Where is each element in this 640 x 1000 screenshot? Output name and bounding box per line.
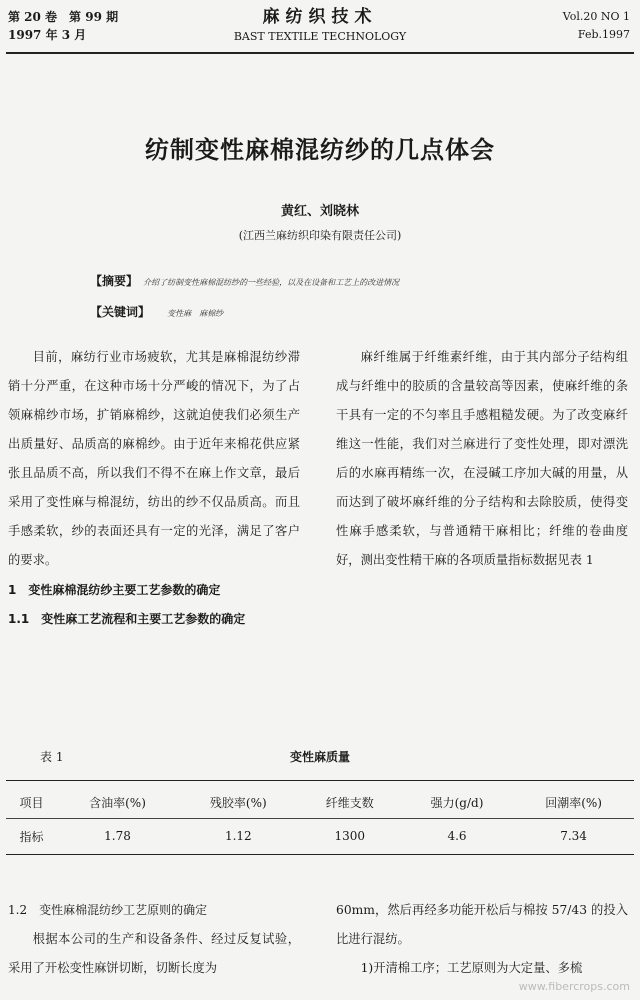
journal-name-cn: 麻纺织技术 — [262, 7, 378, 27]
opening-process-line: 1)开清棉工序；工艺原则为大定量、多梳 — [360, 961, 583, 975]
journal-name-en: BAST TEXTILE TECHNOLOGY — [233, 30, 407, 43]
table-cell: 1.78 — [104, 829, 131, 843]
section-1-heading: 1 变性麻棉混纺纱主要工艺参数的确定 — [8, 583, 221, 597]
table-header-cell: 强力(g/d) — [430, 795, 484, 810]
table-cell: 1300 — [334, 829, 366, 843]
table-header-cell: 纤维支数 — [325, 795, 374, 810]
table-header-cell: 回潮率(%) — [545, 795, 602, 810]
publication-date: 1997 年 3 月 — [8, 28, 87, 42]
bottom-right-column — [336, 896, 628, 983]
section-1-1-heading: 1.1 变性麻工艺流程和主要工艺参数的确定 — [8, 612, 246, 626]
volume-number-en: Vol.20 NO 1 — [562, 10, 630, 23]
bottom-left-paragraph: 根据本公司的生产和设备条件、经过反复试验，采用了开松变性麻饼切断，切断长度为 — [8, 932, 300, 975]
issue-info-en — [563, 8, 630, 44]
intro-paragraph: 目前，麻纺行业市场疲软，尤其是麻棉混纺纱滞销十分严重，在这种市场十分严峻的情况下，为了占领麻棉纱市场，扩销麻棉纱，这就迫使我们必须生产出质量好、品质高的麻棉纱。由于近年来棉花供应紧张且品质不高，所以我们不得不在麻上作文章，最后采用了变性麻与棉混纺，纺出的纱不仅品质高。而且手感柔软，纱的表面还具有一定的光泽，满足了客户的要求。 — [8, 350, 300, 567]
table-cell: 7.34 — [560, 829, 587, 843]
right-column — [336, 343, 628, 575]
left-column — [8, 343, 300, 634]
keywords-label: 【关键词】 — [90, 305, 151, 319]
table-bottom-rule — [6, 854, 634, 855]
table-row — [6, 819, 634, 853]
date-en: Feb.1997 — [577, 28, 630, 41]
page-title: 纺制变性麻棉混纺纱的几点体会 — [145, 136, 495, 164]
journal-name — [0, 4, 640, 44]
watermark: www.fibercrops.com — [518, 980, 630, 993]
fiber-paragraph: 麻纤维属于纤维素纤维，由于其内部分子结构组成与纤维中的胶质的含量较高等因素，使麻纤维的条干具有一定的不匀率且手感粗糙发硬。为了改变麻纤维这一性能，我们对兰麻进行了变性处理，即对漂洗后的水麻再精练一次，在浸碱工序加大碱的用量，从而达到了破坏麻纤维的分子结构和去除胶质，使得变性麻手感柔软，与普通精干麻相比；纤维的卷曲度好，测出变性精干麻的各项质量指标数据见表 1 — [336, 350, 628, 567]
authors: 黄红、刘晓林 — [280, 204, 359, 219]
quality-table — [6, 785, 634, 853]
abstract-text: 介绍了纺制变性麻棉混纺纱的一些经验，以及在设备和工艺上的改进情况 — [143, 278, 400, 287]
table-header-cell: 含油率(%) — [89, 795, 146, 810]
table-label: 表 1 — [40, 750, 64, 764]
table-header-cell: 残胶率(%) — [209, 795, 267, 810]
bottom-left-column — [8, 896, 300, 983]
bottom-right-paragraph: 60mm，然后再经多功能开松后与棉按 57/43 的投入比进行混纺。 — [336, 903, 628, 946]
section-1-2-heading: 1.2 变性麻棉混纺纱工艺原则的确定 — [8, 903, 208, 917]
abstract — [90, 270, 399, 289]
header-rule — [6, 52, 634, 54]
table-header-row — [6, 785, 634, 819]
affiliation: (江西兰麻纺织印染有限责任公司) — [238, 229, 402, 242]
keywords — [90, 301, 223, 320]
volume-issue: 第 20 卷 第 99 期 — [8, 10, 119, 24]
table-cell: 指标 — [19, 829, 44, 844]
keywords-text: 变性麻 麻棉纱 — [167, 309, 224, 318]
table-header-cell: 项目 — [19, 795, 44, 810]
table-title: 变性麻质量 — [289, 750, 350, 764]
table-cell: 1.12 — [224, 829, 252, 843]
table-mid-rule — [6, 818, 634, 819]
abstract-label: 【摘要】 — [90, 274, 139, 288]
table-top-rule — [6, 780, 634, 781]
table-cell: 4.6 — [447, 829, 467, 843]
